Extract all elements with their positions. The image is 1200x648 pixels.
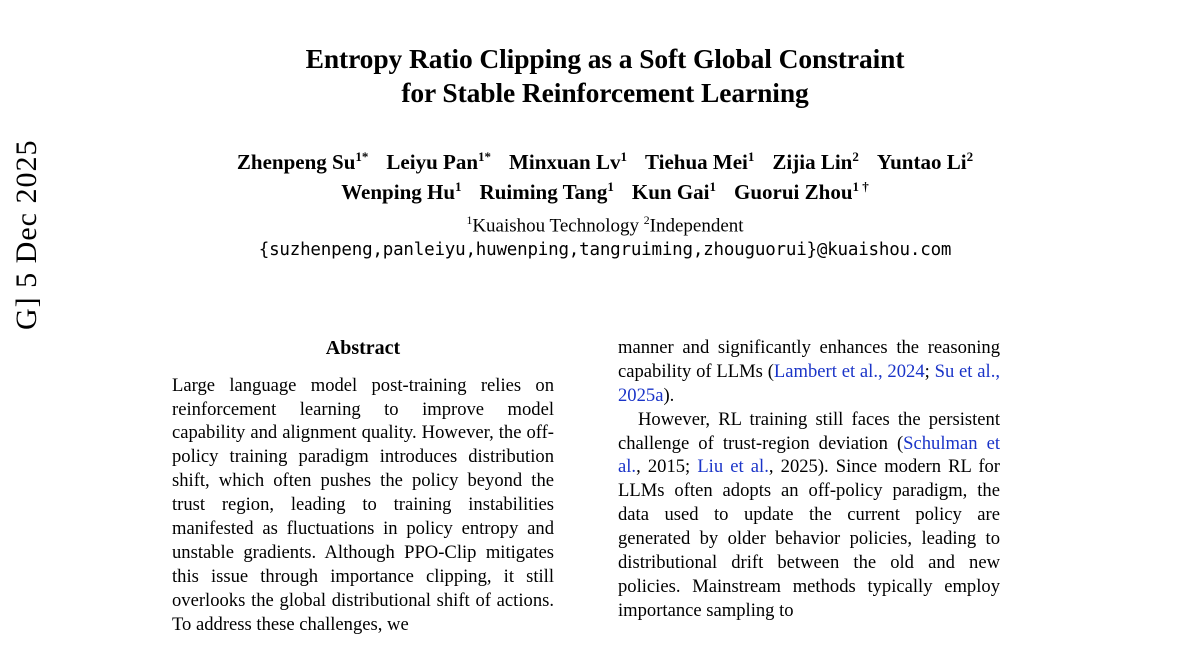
citation-link[interactable]: Su et al., 2025a bbox=[618, 360, 1000, 406]
author-affil-marker: 1 † bbox=[852, 178, 869, 194]
intro-paragraph-1 bbox=[618, 336, 1000, 408]
author-name: Minxuan Lv bbox=[509, 150, 621, 174]
author-affil-marker: 1* bbox=[355, 149, 369, 164]
author bbox=[645, 150, 754, 174]
author-list bbox=[130, 148, 1080, 208]
affil-marker-2: 2 bbox=[643, 214, 650, 227]
abstract-heading: Abstract bbox=[325, 337, 401, 359]
paragraph-text: ). Since modern RL for LLMs often adopts an off-policy paradigm, the data used to update the current policy are generated by older behavior policies, leading to distributional drift between the old and new policies. Mainstream methods typically employ importance sampling to bbox=[618, 456, 1000, 621]
author-affil-marker: 2 bbox=[852, 149, 859, 164]
author-affil-marker: 2 bbox=[966, 149, 974, 164]
author bbox=[386, 150, 491, 174]
author bbox=[237, 150, 369, 174]
author-name: Wenping Hu bbox=[341, 179, 456, 204]
author-name: Ruiming Tang bbox=[479, 179, 608, 204]
paragraph-text: , 2025 bbox=[768, 456, 818, 478]
author-row-2 bbox=[130, 178, 1080, 208]
paragraph-text: manner and significantly enhances the reasoning capability of LLMs ( bbox=[618, 337, 1000, 382]
affil-marker-1: 1 bbox=[466, 214, 473, 227]
intro-paragraph-2 bbox=[618, 408, 1000, 623]
author-row-1 bbox=[130, 148, 1080, 178]
paragraph-text: However, RL training still faces the persistent challenge of trust-region deviation ( bbox=[618, 408, 1000, 454]
author-affil-marker: 1 bbox=[747, 149, 755, 164]
author bbox=[734, 180, 869, 204]
citation-link[interactable]: Schulman et al. bbox=[618, 432, 1000, 478]
page-title bbox=[140, 42, 1070, 110]
author-affil-marker: 1 bbox=[709, 178, 717, 194]
author-name: Tiehua Mei bbox=[645, 150, 748, 174]
author bbox=[772, 150, 858, 174]
author-name: Guorui Zhou bbox=[734, 179, 853, 204]
author-name: Zhenpeng Su bbox=[236, 150, 356, 174]
author-name: Yuntao Li bbox=[876, 150, 967, 174]
author-affil-marker: 1 bbox=[620, 149, 628, 164]
title-line-1: Entropy Ratio Clipping as a Soft Global Constraint bbox=[305, 43, 905, 74]
affiliations bbox=[130, 214, 1080, 237]
author bbox=[877, 150, 973, 174]
author-name: Zijia Lin bbox=[772, 150, 853, 174]
title-line-2: for Stable Reinforcement Learning bbox=[401, 77, 809, 109]
author-affil-marker: 1 bbox=[455, 178, 462, 194]
affil-org-1: Kuaishou Technology bbox=[472, 215, 644, 237]
intro-column bbox=[618, 336, 1000, 623]
author bbox=[632, 180, 716, 204]
title-block bbox=[140, 42, 1070, 110]
author-affil-marker: 1 bbox=[607, 178, 614, 194]
affil-org-2: Independent bbox=[649, 215, 744, 237]
citation-link[interactable]: Lambert et al., 2024 bbox=[773, 360, 925, 382]
arxiv-vertical-stamp: G] 5 Dec 2025 bbox=[10, 139, 43, 330]
author-name: Leiyu Pan bbox=[386, 150, 479, 174]
paragraph-text: , 2015; bbox=[636, 456, 698, 478]
author bbox=[480, 180, 614, 204]
author-name: Kun Gai bbox=[631, 179, 710, 204]
author bbox=[341, 180, 461, 204]
abstract-text: Large language model post-training relies on reinforcement learning to improve model capability and alignment quality. However, the off-policy training paradigm introduces distribution shift, which often pushes the policy beyond the trust region, leading to training instabilities manifested as fluctuations in policy entropy and unstable gradients. Although PPO-Clip mitigates this issue through importance clipping, it still overlooks the global distributional shift of actions. To address these challenges, we bbox=[172, 374, 554, 635]
contact-email: {suzhenpeng,panleiyu,huwenping,tangruiming,zhouguorui}@kuaishou.com bbox=[258, 240, 952, 260]
abstract-column bbox=[172, 336, 554, 636]
citation-link[interactable]: Liu et al. bbox=[697, 456, 769, 478]
author bbox=[509, 150, 627, 174]
author-affil-marker: 1* bbox=[478, 149, 492, 164]
citation-separator: ; bbox=[924, 360, 935, 382]
paragraph-text: ). bbox=[663, 384, 675, 406]
